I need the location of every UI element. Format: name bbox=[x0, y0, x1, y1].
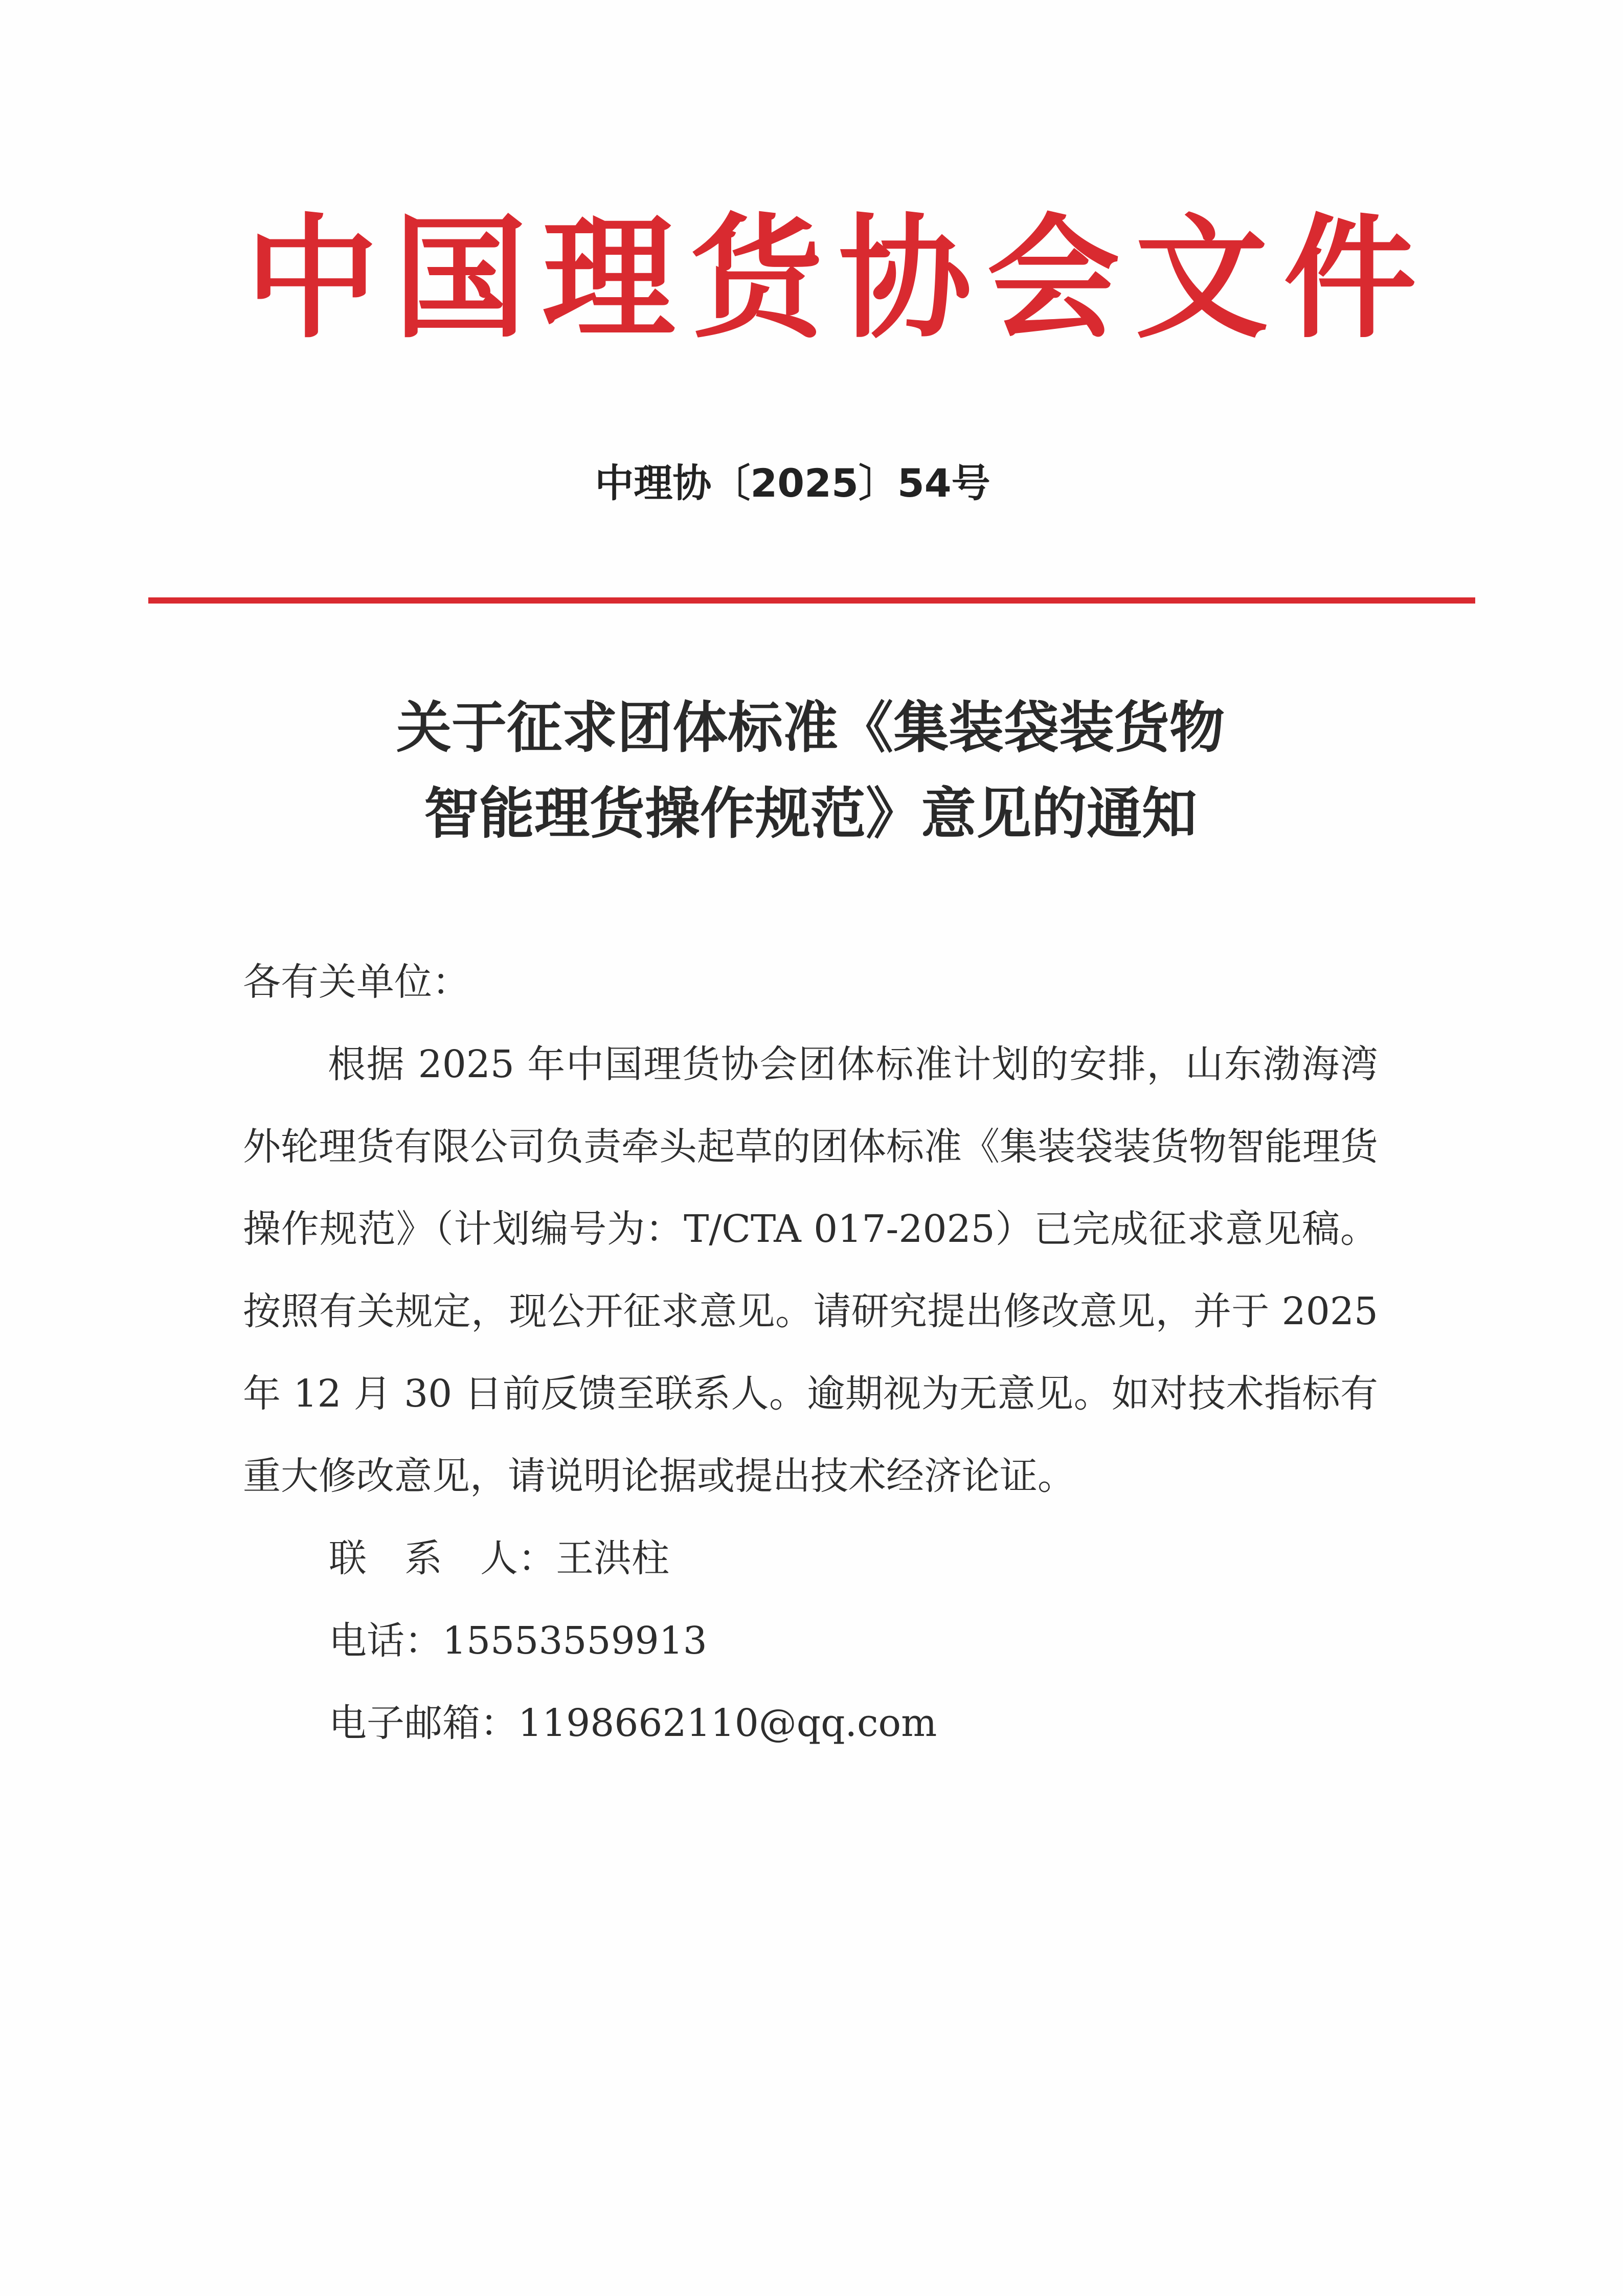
masthead-title: 中国理货协会文件 bbox=[245, 200, 1432, 356]
body-paragraph: 根据 2025 年中国理货协会团体标准计划的安排，山东渤海湾外轮理货有限公司负责牵头起草的团体标准《集装袋装货物智能理货操作规范》（计划编号为：T/CTA 017-2025）已完成征求意见稿。按照有关规定，现公开征求意见。请研究提出修改意见，并于 2025 年 12 月 30 日前反馈至联系人。逾期视为无意见。如对技术指标有重大修改意见，请说明论据或提出技术经济论证。 bbox=[243, 1042, 1378, 1498]
notice-body bbox=[243, 941, 1378, 1765]
notice-title bbox=[307, 685, 1314, 857]
notice-title-line-1: 关于征求团体标准《集装袋装货物 bbox=[396, 696, 1225, 760]
notice-title-line-2: 智能理货操作规范》意见的通知 bbox=[423, 782, 1197, 846]
salutation: 各有关单位： bbox=[243, 960, 470, 1004]
contact-email: 电子邮箱：1198662110@qq.com bbox=[329, 1701, 937, 1745]
contact-person: 联 系 人：王洪柱 bbox=[329, 1536, 669, 1580]
contact-phone: 电话：15553559913 bbox=[329, 1619, 707, 1663]
red-divider-line bbox=[148, 597, 1475, 604]
document-number: 中理协〔2025〕54号 bbox=[595, 460, 990, 506]
